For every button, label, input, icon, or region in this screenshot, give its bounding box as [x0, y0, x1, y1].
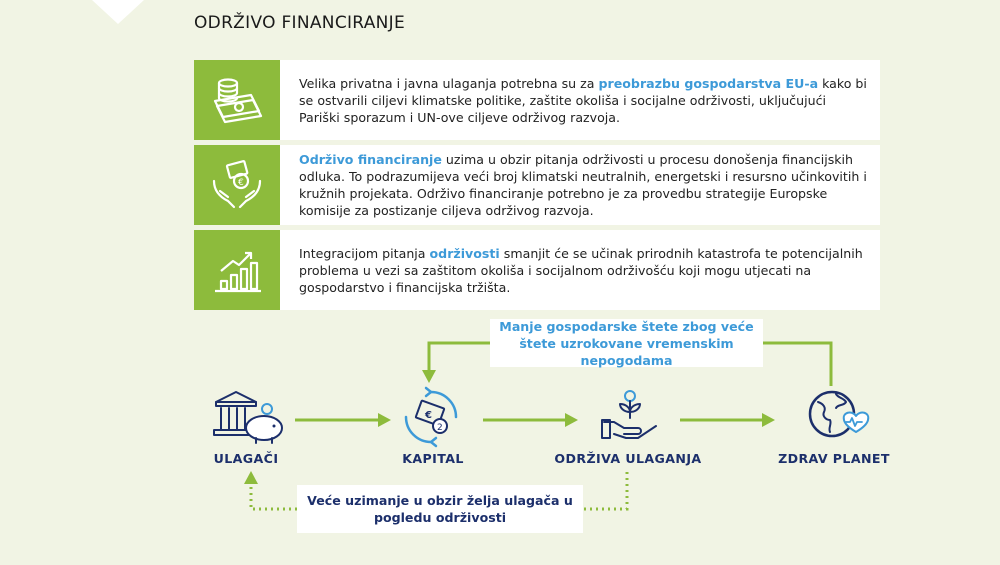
info-text-3: Integracijom pitanja održivosti smanjit će se učinak prirodnih katastrofa te potencijalnih problema u vezi sa zaštitom okoliša i socijalnom održivošću koji mogu utjecati na gospodarstvo i financijska tržišta. — [280, 230, 880, 310]
info-text-2: Održivo financiranje uzima u obzir pitanja održivosti u procesu donošenja financijskih odluka. To podrazumijeva veći broj klimatski neutralnih, energetski i resursno učinkovitih i kružnih projekata. Održivo financiranje potrebno je za provedbu strategije Europske komisije za postizanje ciljeva održivog razvoja. — [280, 145, 880, 225]
node-label-ulagaci: ULAGAČI — [213, 451, 279, 466]
bank-piggybank-icon — [212, 388, 286, 450]
node-label-odrziva-ulaganja: ODRŽIVA ULAGANJA — [554, 451, 702, 466]
bottom-feedback-arrowhead — [244, 471, 258, 484]
svg-text:€: € — [238, 178, 244, 188]
page-title: ODRŽIVO FINANCIRANJE — [194, 13, 406, 33]
svg-text:2: 2 — [437, 423, 443, 433]
top-feedback-arrowhead — [422, 370, 436, 383]
info-text-1: Velika privatna i javna ulaganja potrebna su za preobrazbu gospodarstva EU-a kako bi se ostvarili ciljevi klimatske politike, zaštite okoliša i socijalne održivosti, uključujući Pariški sporazum i UN-ove ciljeve održivog razvoja. — [280, 60, 880, 140]
svg-text:€: € — [425, 410, 432, 421]
node-label-zdrav-planet: ZDRAV PLANET — [778, 451, 890, 466]
top-feedback-box: Manje gospodarske štete zbog veće štete uzrokovane vremenskim nepogodama — [490, 319, 763, 367]
node-label-kapital: KAPITAL — [402, 451, 464, 466]
bottom-feedback-box: Veće uzimanje u obzir želja ulagača u pogledu održivosti — [297, 485, 583, 533]
globe-heart-icon — [806, 388, 872, 448]
hand-plant-icon — [600, 386, 660, 446]
euro-cycle-icon — [400, 386, 462, 452]
